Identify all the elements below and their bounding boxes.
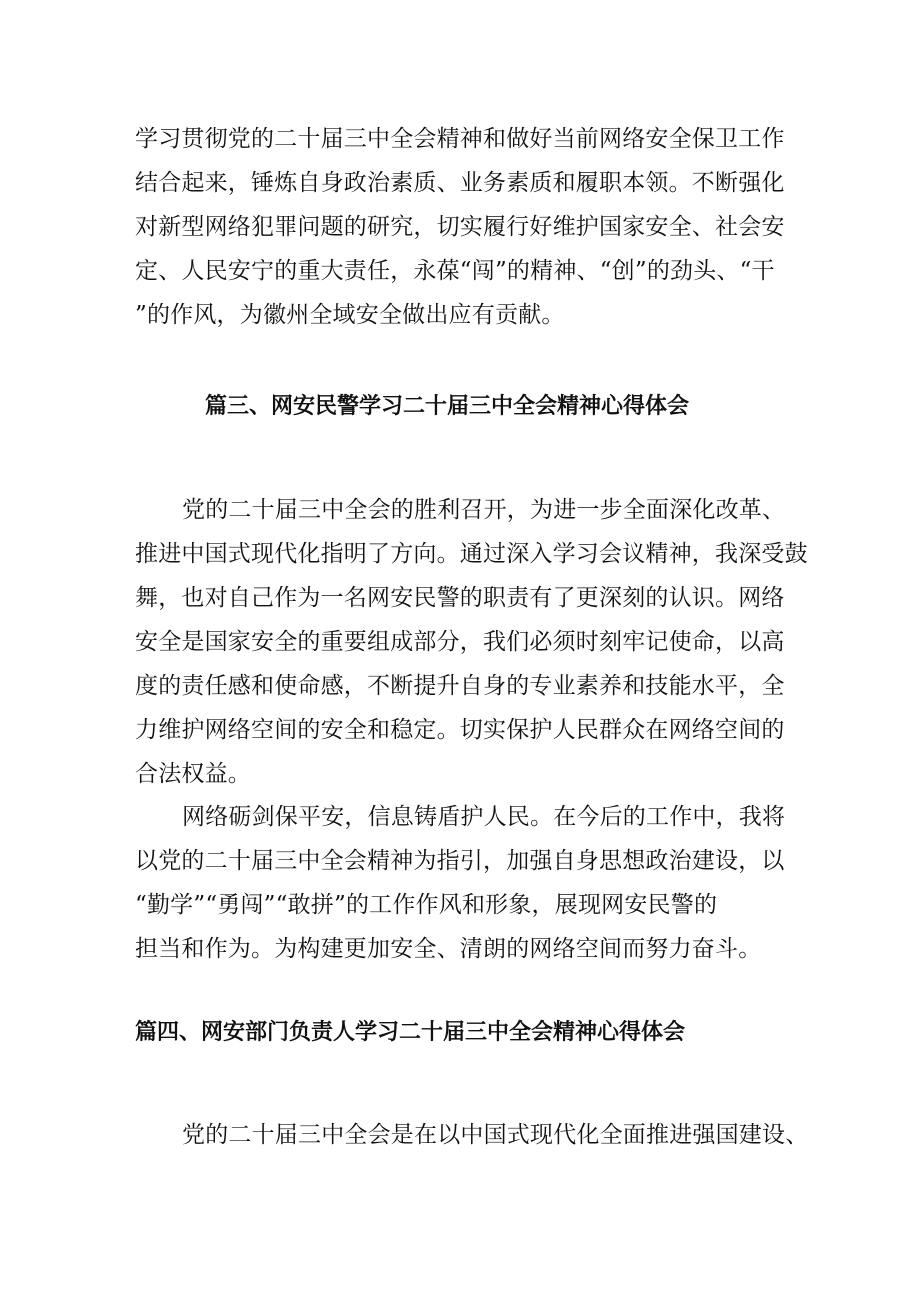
- section-heading-3: 篇三、网安民警学习二十届三中全会精神心得体会: [205, 394, 690, 419]
- paragraph-line: 结合起来，锤炼自身政治素质、业务素质和履职本领。不断强化: [135, 170, 785, 196]
- paragraph-line: 党的二十届三中全会是在以中国式现代化全面推进强国建设、: [182, 1122, 809, 1148]
- paragraph-line: 推进中国式现代化指明了方向。通过深入学习会议精神，我深受鼓: [135, 541, 808, 567]
- paragraph-line: 对新型网络犯罪问题的研究，切实履行好维护国家安全、社会安: [135, 214, 785, 240]
- paragraph-line: 度的责任感和使命感，不断提升自身的专业素养和技能水平，全: [135, 673, 785, 699]
- paragraph-line: 党的二十届三中全会的胜利召开，为进一步全面深化改革、: [182, 497, 786, 523]
- paragraph-line: 学习贯彻党的二十届三中全会精神和做好当前网络安全保卫工作: [135, 126, 785, 152]
- paragraph-line: 担当和作为。为构建更加安全、清朗的网络空间而努力奋斗。: [135, 936, 762, 962]
- paragraph-line: 定、人民安宁的重大责任，永葆“闯”的精神、“创”的劲头、“干: [135, 258, 775, 284]
- paragraph-line: 网络砺剑保平安，信息铸盾护人民。在今后的工作中，我将: [182, 804, 786, 830]
- paragraph-line: ”的作风，为徽州全域安全做出应有贡献。: [135, 302, 565, 328]
- paragraph-line: “勤学”“勇闯”“敢拼”的工作作风和形象，展现网安民警的: [135, 892, 718, 918]
- section-heading-4: 篇四、网安部门负责人学习二十届三中全会精神心得体会: [135, 1020, 686, 1045]
- paragraph-line: 安全是国家安全的重要组成部分，我们必须时刻牢记使命，以高: [135, 629, 785, 655]
- paragraph-line: 力维护网络空间的安全和稳定。切实保护人民群众在网络空间的: [135, 717, 785, 743]
- paragraph-line: 舞，也对自己作为一名网安民警的职责有了更深刻的认识。网络: [135, 585, 785, 611]
- paragraph-line: 合法权益。: [135, 761, 251, 787]
- paragraph-line: 以党的二十届三中全会精神为指引，加强自身思想政治建设，以: [135, 848, 785, 874]
